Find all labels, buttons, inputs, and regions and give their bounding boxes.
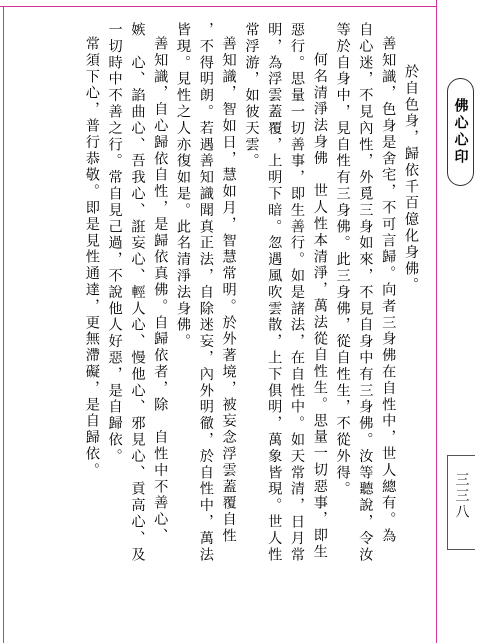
text-column: 善知識，智如日，慧如月，智慧常明。於外著境，被妄念浮雲蓋覆自性 [220,36,237,545]
text-column: 惡行。思量一切善事，即生善行。如是諸法，在自性中。如天常清，日月常 [289,22,306,564]
text-column: 善知識，自心歸依自性，是歸依真佛。自歸依者，除 自性中不善心、 [152,36,169,545]
text-column: 何名清淨法身佛 世人性本清淨，萬法從自性生。思量一切惡事，即生 [311,52,328,561]
text-column: 於自色身，歸依千百億化身佛。 [403,64,419,294]
text-column: 嫉 心、諂曲心、吾我心、誑妄心、輕人心、慢他心、邪見心、貢高心、及 [129,22,146,564]
text-column: 一切時中不善之行。常自見己過，不說他人好惡，是自歸依。 [106,22,123,465]
text-column: 皆現。見性之人亦復如是。此名清淨法身佛。 [175,22,192,350]
page-right-border [436,0,437,643]
text-column: 善知識，色身是舍宅，不可言歸。向者三身佛在自性中，世人總有。為 [380,36,397,545]
text-column: 常浮游，如彼天雲。 [243,22,260,170]
page-left-border [3,6,4,643]
text-column: 常須下心，普行恭敬。即是見性通達，更無滯礙，是自歸依。 [83,36,100,479]
chapter-title-label: 佛心心印 [452,98,469,166]
vertical-text-body [12,22,422,634]
text-column: 自心迷，不見內性，外覓三身如來，不見自身中有三身佛。汝等聽說，令汝 [357,22,374,564]
text-column: ，不得明朗。若遇善知識聞真正法，自除迷妄，內外明徹，於自性中，萬法 [197,22,214,564]
page-top-border [0,6,436,7]
page-number-tab [447,455,475,550]
text-column: 等於自身中，見自性有三身佛。此三身佛，從自性生，不從外得。 [334,22,351,498]
text-column: 明，為浮雲蓋覆，上明下暗。忽遇風吹雲散，上下俱明，萬象皆現。世人性 [266,22,283,564]
page-number-label: 三三八 [453,472,470,520]
chapter-title-tab [447,78,474,186]
